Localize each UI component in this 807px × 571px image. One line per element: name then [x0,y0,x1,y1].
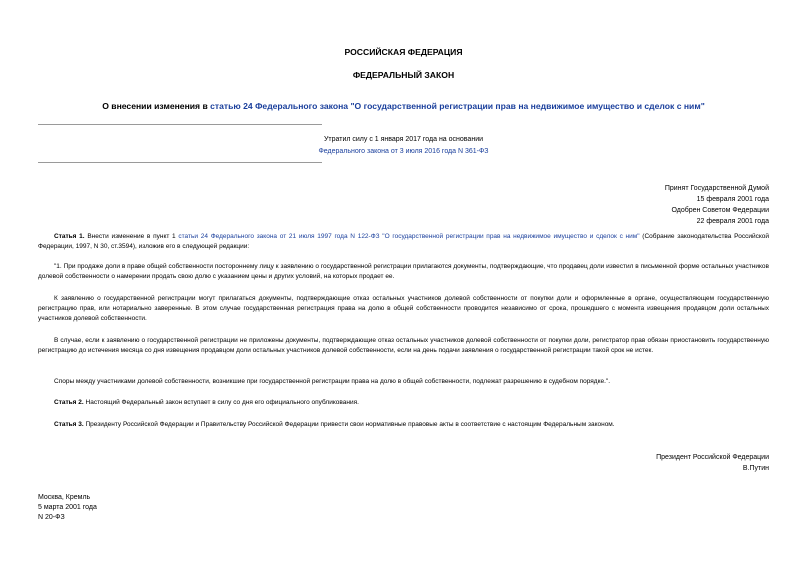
article-2 [38,398,769,408]
notice-line-1: Утратил силу с 1 января 2017 года на основании [323,136,484,143]
footer-block [38,493,97,523]
divider-bottom [38,162,322,163]
article-3-text: Президенту Российской Федерации и Правительству Российской Федерации привести свои нормативные правовые акты в соответствие с настоящим Федеральным законом. [83,421,615,428]
article-3 [38,420,769,430]
adoption-line-4: 22 февраля 2001 года [696,218,769,225]
article-1-link[interactable]: статьи 24 Федерального закона от 21 июля 1997 года N 122-ФЗ "О государственной регистрации прав на недвижимое имущество и сделок с ним" [178,233,640,240]
country-heading: РОССИЙСКАЯ ФЕДЕРАЦИЯ [344,47,463,57]
signature-name: В.Путин [742,465,769,472]
paragraph-4: Споры между участниками долевой собственности, возникшие при государственной регистрации права на долю в общей собственности, подлежат разрешению в судебном порядке.". [54,378,611,385]
doc-type-heading: ФЕДЕРАЛЬНЫЙ ЗАКОН [352,70,455,80]
law-title-link[interactable]: статью 24 Федерального закона "О государственной регистрации прав на недвижимое имущество и сделок с ним" [210,101,705,111]
signature-title: Президент Российской Федерации [656,454,769,461]
article-3-label: Статья 3. [54,421,84,428]
adoption-line-1: Принят Государственной Думой [664,185,769,192]
adoption-block [665,183,769,227]
paragraph-2: К заявлению о государственной регистрации могут прилагаться документы, подтверждающие отказ остальных участников долевой собственности от покупки доли и оформленные в органе, осуществляющем государственную регистрацию прав, или нотариально заверенные. В этом случае государственная регистрация права на долю в общей собственности проводится независимо от срока, прошедшего с момента извещения продавцом доли остальных участников долевой собственности. [38,295,769,322]
adoption-line-3: Одобрен Советом Федерации [671,207,769,214]
footer-number: N 20-ФЗ [38,514,65,521]
article-2-text: Настоящий Федеральный закон вступает в силу со дня его официального опубликования. [83,399,359,406]
divider-top [38,124,322,125]
paragraph-1: "1. При продаже доли в праве общей собственности постороннему лицу к заявлению о государственной регистрации прилагаются документы, подтверждающие, что продавец доли известил в письменной форме остальных участников долевой собственности о намерении продать свою долю с указанием цены и других условий, на которых продает ее. [38,263,769,280]
adoption-line-2: 15 февраля 2001 года [696,196,769,203]
footer-date: 5 марта 2001 года [38,504,97,511]
article-2-label: Статья 2. [54,399,84,406]
article-1-text-b: (Собрание законодательства Российской Федерации, 1997, N 30, ст.3594), изложив его в следующей редакции: [38,233,769,250]
article-1-text-a: Внести изменение в пункт 1 [84,233,179,240]
article-1 [38,232,769,252]
notice-link[interactable]: Федерального закона от 3 июля 2016 года N 361-ФЗ [318,148,489,155]
signature-block [656,452,769,474]
footer-place: Москва, Кремль [38,494,91,501]
paragraph-3: В случае, если к заявлению о государственной регистрации не приложены документы, подтверждающие отказ остальных участников долевой собственности от покупки доли, регистратор прав обязан приостановить государственную регистрацию до истечения месяца со дня извещения продавцом доли остальных участников долевой собственности, если на день подачи заявления о государственной регистрации такой срок не истек. [38,337,769,354]
law-title [0,101,807,111]
article-1-label: Статья 1. [54,233,85,240]
law-title-prefix: О внесении изменения в [102,101,211,111]
